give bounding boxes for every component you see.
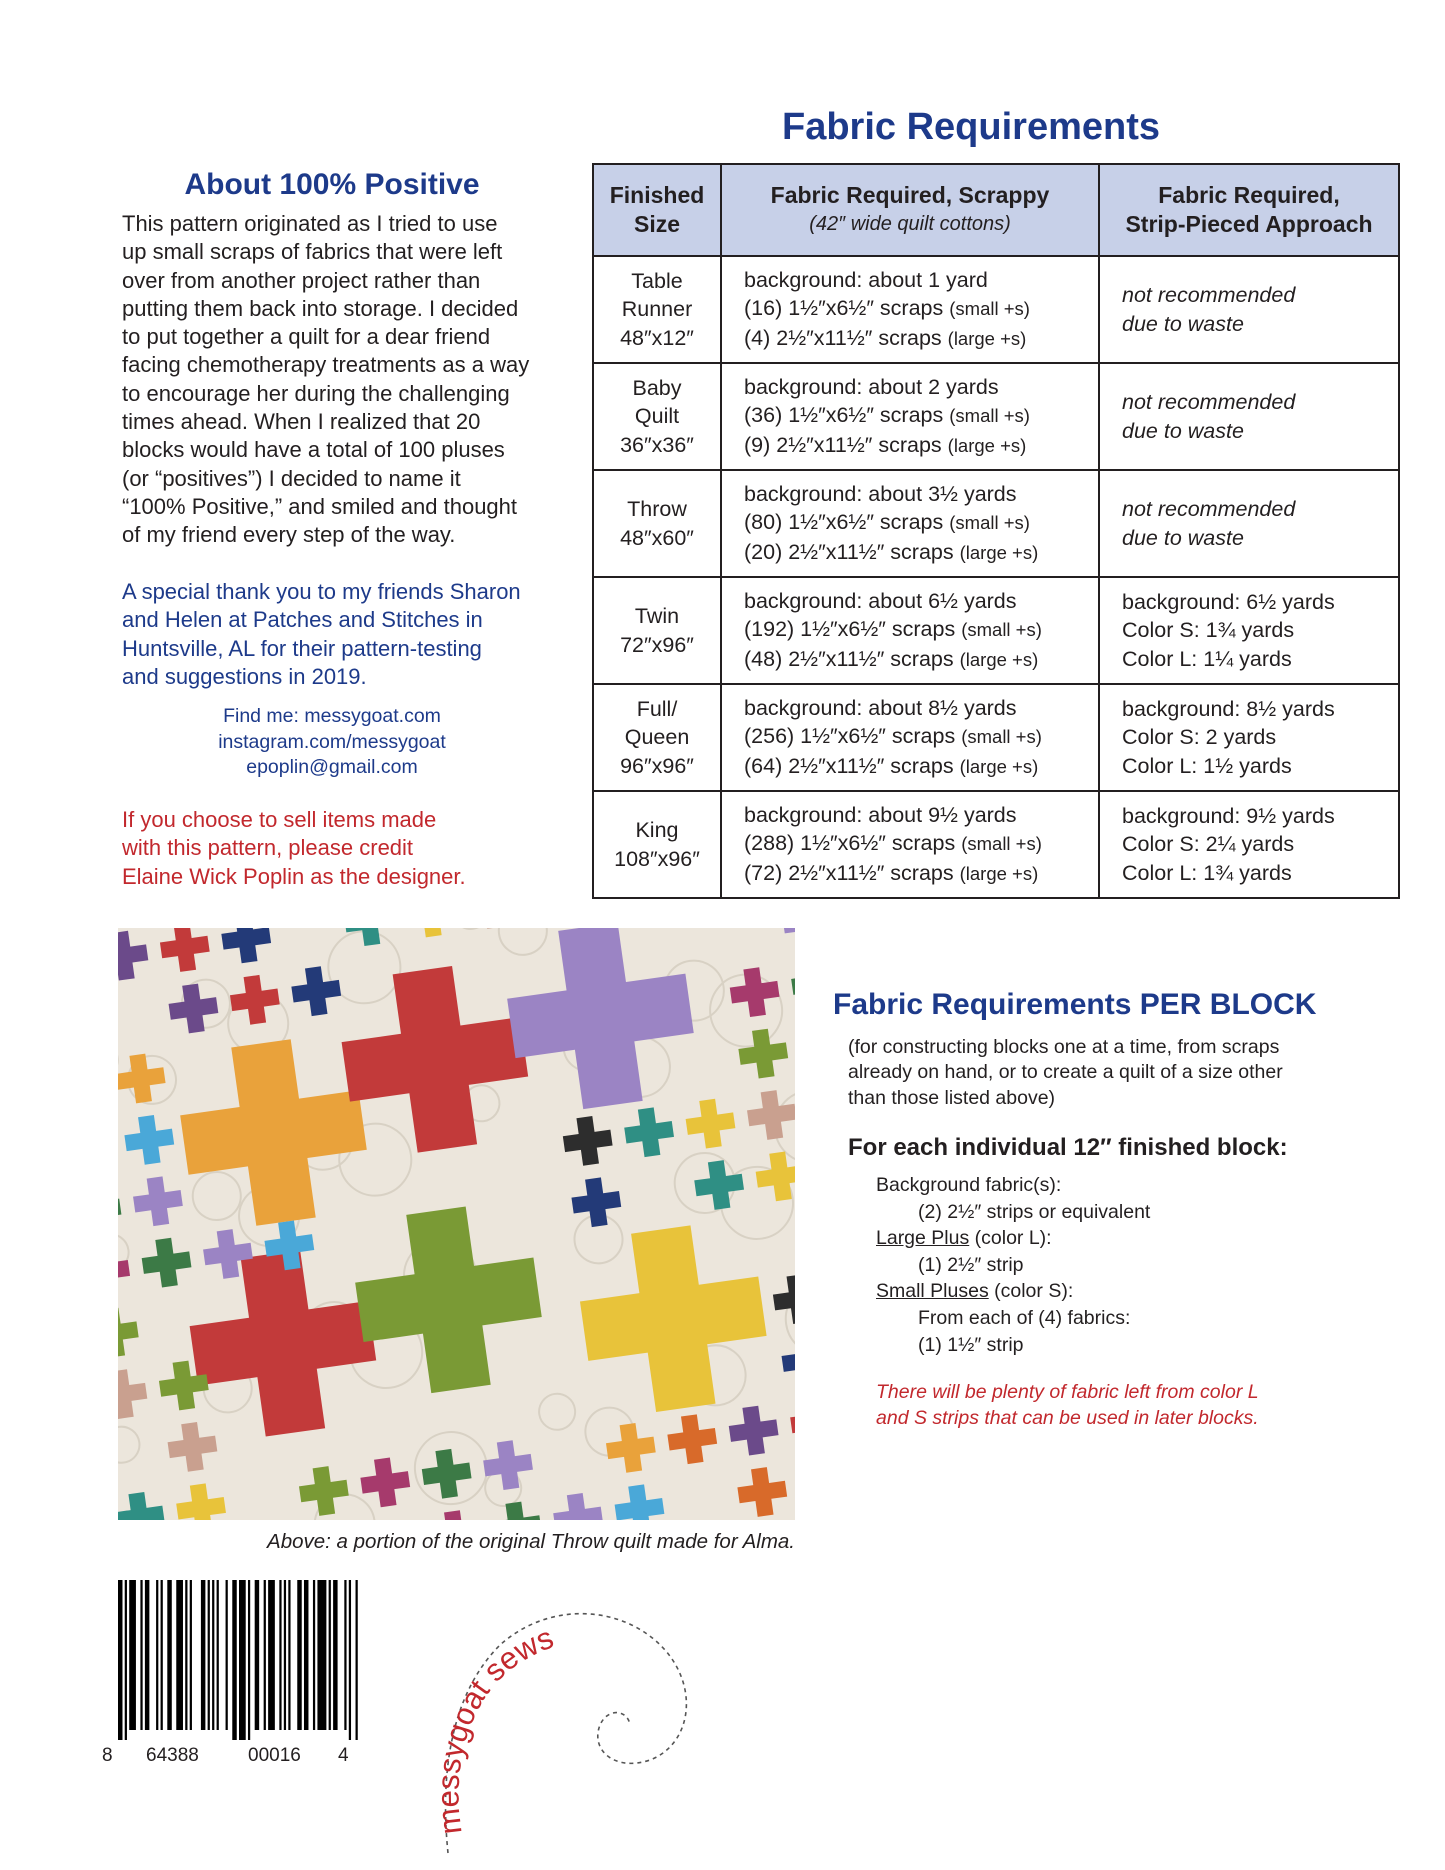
scrappy-note: (large +s) <box>959 755 1039 777</box>
intro-line: (for constructing blocks one at a time, from scraps <box>848 1036 1280 1058</box>
size-line: Throw <box>627 497 687 521</box>
scrappy-line <box>744 266 1098 295</box>
strip-line: Color L: 1¼ yards <box>1122 646 1292 671</box>
barcode-bar <box>145 1580 149 1730</box>
credit-line: If you choose to sell items made <box>122 807 437 832</box>
about-line: over from another project rather than <box>122 267 481 293</box>
cell-finished-size <box>593 256 721 363</box>
about-line: of my friend every step of the way. <box>122 522 456 548</box>
barcode-bar <box>329 1580 331 1730</box>
barcode-bar <box>313 1580 315 1730</box>
fabric-requirements-title: Fabric Requirements <box>782 106 1160 148</box>
table-row <box>593 684 1399 791</box>
note-line: and S strips that can be used in later blocks. <box>876 1406 1259 1429</box>
strip-line: background: 8½ yards <box>1122 696 1335 721</box>
barcode-bar <box>288 1580 290 1730</box>
scrappy-line <box>744 373 1098 402</box>
cell-finished-size <box>593 470 721 577</box>
cell-finished-size <box>593 684 721 791</box>
cell-strip-pieced <box>1099 470 1399 577</box>
scrappy-line <box>744 431 1098 461</box>
strip-line: due to waste <box>1122 525 1244 550</box>
cell-strip-pieced <box>1099 684 1399 791</box>
table-row <box>593 363 1399 470</box>
header-text: Finished <box>609 182 705 208</box>
scrappy-amount: (36) 1½″x6½″ scraps <box>744 403 944 428</box>
scrappy-line <box>744 645 1098 675</box>
per-block-intro <box>848 1035 1283 1111</box>
scrappy-amount: (20) 2½″x11½″ scraps <box>744 539 954 564</box>
barcode-bar <box>349 1580 351 1740</box>
per-block-note <box>876 1380 1259 1431</box>
intro-line: already on hand, or to create a quilt of a size other <box>848 1061 1283 1084</box>
barcode-bar <box>239 1580 246 1740</box>
about-line: to encourage her during the challenging <box>122 380 510 406</box>
cell-scrappy <box>721 256 1099 363</box>
barcode-bar <box>333 1580 337 1730</box>
scrappy-amount: (4) 2½″x11½″ scraps <box>744 325 942 350</box>
scrappy-note: (small +s) <box>949 298 1030 320</box>
barcode-digit: 8 <box>102 1745 113 1766</box>
header-text: Size <box>633 211 681 237</box>
strip-line: due to waste <box>1122 311 1244 336</box>
contact-info <box>122 704 542 781</box>
table-header-row <box>593 164 1399 256</box>
about-line: up small scraps of fabrics that were left <box>122 239 503 265</box>
thanks-line: and Helen at Patches and Stitches in <box>122 607 483 633</box>
background-label: Background fabric(s): <box>876 1174 1062 1196</box>
barcode-bar <box>140 1580 142 1730</box>
background-value: (2) 2½″ strips or equivalent <box>918 1200 1151 1223</box>
about-line: (or “positives”) I decided to name it <box>122 465 461 491</box>
barcode-bar <box>297 1580 301 1730</box>
strip-line: Color S: 2¼ yards <box>1122 832 1295 857</box>
strip-line: Color S: 2 yards <box>1122 725 1277 750</box>
small-pluses-name: Small Pluses <box>876 1280 989 1303</box>
small-pluses-value: (1) 1½″ strip <box>918 1333 1024 1356</box>
barcode-bar <box>185 1580 187 1730</box>
scrappy-amount: background: about 8½ yards <box>744 695 1017 720</box>
size-line: Baby <box>632 375 682 400</box>
scrappy-note: (small +s) <box>949 405 1030 427</box>
strip-line: Color S: 1¾ yards <box>1122 618 1295 643</box>
contact-website[interactable]: Find me: messygoat.com <box>223 705 441 727</box>
table-row <box>593 791 1399 898</box>
small-pluses-color: (color S): <box>988 1280 1074 1303</box>
scrappy-amount: (48) 2½″x11½″ scraps <box>744 646 954 671</box>
strip-line: Color L: 1¾ yards <box>1122 860 1292 885</box>
header-text: Strip-Pieced Approach <box>1125 211 1373 237</box>
large-plus-value: (1) 2½″ strip <box>918 1253 1024 1276</box>
barcode-bar <box>304 1580 308 1730</box>
barcode-bar <box>264 1580 266 1730</box>
barcode-bar <box>268 1580 275 1730</box>
quilt-photo <box>118 928 795 1520</box>
scrappy-amount: (9) 2½″x11½″ scraps <box>744 432 942 457</box>
barcode-bar <box>167 1580 171 1730</box>
thanks-line: A special thank you to my friends Sharon <box>122 579 521 604</box>
table-row <box>593 577 1399 684</box>
barcode-bar <box>232 1580 236 1740</box>
scrappy-line <box>744 694 1098 723</box>
scrappy-note: (large +s) <box>959 541 1039 563</box>
size-line: Queen <box>624 725 690 750</box>
strip-line: Color L: 1½ yards <box>1122 753 1292 778</box>
cell-scrappy <box>721 470 1099 577</box>
scrappy-note: (large +s) <box>959 862 1039 884</box>
about-line: facing chemotherapy treatments as a way <box>122 352 530 378</box>
barcode-bar <box>317 1580 326 1730</box>
about-title: About 100% Positive <box>184 168 480 201</box>
strip-line: not recommended <box>1122 497 1296 521</box>
scrappy-amount: background: about 6½ yards <box>744 588 1017 613</box>
strip-line: not recommended <box>1122 283 1296 307</box>
scrappy-line <box>744 615 1098 645</box>
small-pluses-label <box>876 1278 1150 1305</box>
contact-instagram[interactable]: instagram.com/messygoat <box>218 730 446 753</box>
size-line: 48″x60″ <box>620 525 694 550</box>
large-plus-name: Large Plus <box>876 1227 970 1250</box>
cell-scrappy <box>721 791 1099 898</box>
contact-email[interactable]: epoplin@gmail.com <box>246 756 418 778</box>
scrappy-line <box>744 801 1098 830</box>
cell-scrappy <box>721 363 1099 470</box>
size-line: 96″x96″ <box>620 753 694 778</box>
credit-notice <box>122 806 552 891</box>
logo-swirl <box>446 1614 687 1853</box>
table-row <box>593 470 1399 577</box>
scrappy-line <box>744 722 1098 752</box>
size-line: 72″x96″ <box>620 632 694 657</box>
size-line: Full/ <box>636 696 678 721</box>
barcode-bar <box>226 1580 228 1730</box>
cell-scrappy <box>721 577 1099 684</box>
size-line: Runner <box>621 297 693 322</box>
barcode-bar <box>176 1580 183 1730</box>
about-line: to put together a quilt for a dear friend <box>122 324 491 350</box>
strip-line: background: 9½ yards <box>1122 803 1335 828</box>
size-line: Twin <box>634 604 680 628</box>
intro-line: than those listed above) <box>848 1086 1056 1109</box>
scrappy-note: (large +s) <box>959 648 1039 670</box>
scrappy-line <box>744 587 1098 616</box>
scrappy-amount: (64) 2½″x11½″ scraps <box>744 753 954 778</box>
fabric-requirements-table <box>592 163 1400 899</box>
scrappy-line <box>744 294 1098 324</box>
size-line: 36″x36″ <box>620 432 694 457</box>
scrappy-note: (small +s) <box>961 619 1042 641</box>
about-line: putting them back into storage. I decided <box>122 295 519 321</box>
cell-strip-pieced <box>1099 791 1399 898</box>
about-line: “100% Positive,” and smiled and thought <box>122 493 518 519</box>
about-line: blocks would have a total of 100 pluses <box>122 437 505 463</box>
thanks-paragraph <box>122 578 552 691</box>
size-line: King <box>635 818 679 842</box>
scrappy-note: (small +s) <box>961 726 1042 748</box>
barcode-bar <box>284 1580 286 1730</box>
per-block-title: Fabric Requirements PER BLOCK <box>833 988 1317 1021</box>
scrappy-note: (small +s) <box>949 512 1030 534</box>
scrappy-line <box>744 829 1098 859</box>
about-body <box>122 210 552 550</box>
barcode-bar <box>255 1580 259 1730</box>
scrappy-amount: (256) 1½″x6½″ scraps <box>744 724 956 749</box>
scrappy-amount: background: about 1 yard <box>744 267 988 292</box>
header-text: Fabric Required, <box>1158 182 1340 208</box>
barcode-bar <box>217 1580 219 1730</box>
about-line: times ahead. When I realized that 20 <box>122 409 481 435</box>
scrappy-note: (large +s) <box>947 327 1027 349</box>
barcode-bar <box>161 1580 163 1730</box>
size-line: 48″x12″ <box>620 325 694 350</box>
large-plus-label <box>876 1225 1150 1252</box>
barcode-bar <box>156 1580 158 1730</box>
header-text: Fabric Required, Scrappy <box>770 182 1050 208</box>
scrappy-note: (small +s) <box>961 833 1042 855</box>
scrappy-line <box>744 752 1098 782</box>
barcode-bar <box>190 1580 192 1730</box>
strip-line: not recommended <box>1122 390 1296 414</box>
scrappy-line <box>744 480 1098 509</box>
size-line: Table <box>631 268 683 293</box>
quilt-illustration <box>118 928 795 1520</box>
barcode-bar <box>356 1580 358 1740</box>
note-line: There will be plenty of fabric left from color L <box>876 1381 1259 1403</box>
scrappy-amount: (192) 1½″x6½″ scraps <box>744 617 956 642</box>
barcode-bar <box>118 1580 122 1740</box>
scrappy-line <box>744 859 1098 889</box>
photo-caption: Above: a portion of the original Throw quilt made for Alma. <box>267 1530 795 1553</box>
barcode-bar <box>201 1580 205 1730</box>
credit-line: with this pattern, please credit <box>122 835 414 861</box>
per-block-list <box>876 1172 1150 1358</box>
barcode-bar <box>125 1580 127 1740</box>
strip-line: due to waste <box>1122 418 1244 443</box>
cell-strip-pieced <box>1099 577 1399 684</box>
scrappy-line <box>744 324 1098 354</box>
about-line: This pattern originated as I tried to use <box>122 211 498 236</box>
barcode-bar <box>344 1580 346 1730</box>
scrappy-line <box>744 401 1098 431</box>
barcode-digit: 4 <box>338 1745 349 1766</box>
barcode-bar <box>208 1580 210 1730</box>
scrappy-amount: (80) 1½″x6½″ scraps <box>744 510 944 535</box>
scrappy-line <box>744 508 1098 538</box>
cell-strip-pieced <box>1099 363 1399 470</box>
cell-finished-size <box>593 577 721 684</box>
cell-scrappy <box>721 684 1099 791</box>
scrappy-amount: (288) 1½″x6½″ scraps <box>744 831 956 856</box>
small-pluses-each: From each of (4) fabrics: <box>918 1306 1131 1329</box>
logo-text: messygoat sews <box>430 1619 559 1837</box>
table-row <box>593 256 1399 363</box>
barcode <box>118 1580 360 1740</box>
header-scrappy <box>721 164 1099 256</box>
thanks-line: Huntsville, AL for their pattern-testing <box>122 635 482 661</box>
cell-finished-size <box>593 363 721 470</box>
scrappy-amount: background: about 9½ yards <box>744 802 1017 827</box>
scrappy-note: (large +s) <box>947 434 1027 456</box>
scrappy-amount: background: about 3½ yards <box>744 481 1017 506</box>
barcode-digit: 00016 <box>248 1745 301 1766</box>
scrappy-amount: (72) 2½″x11½″ scraps <box>744 860 954 885</box>
barcode-digit: 64388 <box>146 1745 199 1766</box>
cell-finished-size <box>593 791 721 898</box>
size-line: Quilt <box>634 404 680 429</box>
cell-strip-pieced <box>1099 256 1399 363</box>
per-block-subhead: For each individual 12″ finished block: <box>848 1134 1288 1161</box>
header-strip-pieced <box>1099 164 1399 256</box>
scrappy-amount: (16) 1½″x6½″ scraps <box>744 296 944 321</box>
barcode-bar <box>129 1580 136 1730</box>
size-line: 108″x96″ <box>614 846 700 871</box>
thanks-line: and suggestions in 2019. <box>122 663 367 689</box>
header-subtext: (42″ wide quilt cottons) <box>809 213 1011 235</box>
barcode-bar <box>248 1580 250 1740</box>
large-plus-color: (color L): <box>969 1227 1052 1250</box>
scrappy-amount: background: about 2 yards <box>744 374 999 399</box>
credit-line: Elaine Wick Poplin as the designer. <box>122 863 466 889</box>
messygoat-logo <box>410 1575 730 1865</box>
barcode-bar <box>279 1580 281 1730</box>
barcode-bar <box>212 1580 214 1730</box>
header-finished-size <box>593 164 721 256</box>
scrappy-line <box>744 538 1098 568</box>
strip-line: background: 6½ yards <box>1122 589 1335 614</box>
